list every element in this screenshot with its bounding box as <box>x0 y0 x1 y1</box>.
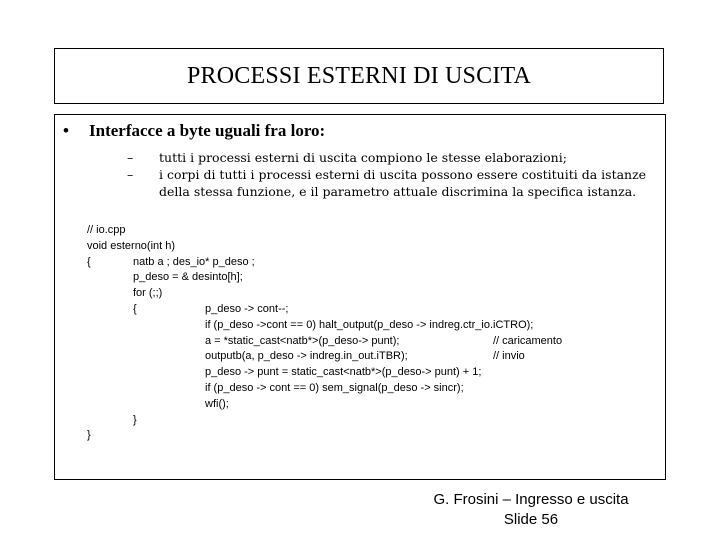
code-text: natb a ; des_io* p_deso ; <box>133 255 255 268</box>
code-line <box>87 302 647 318</box>
code-text: void esterno(int h) <box>87 239 176 252</box>
code-text: p_deso -> punt = static_cast<natb*>(p_deso-> punt) + 1; <box>205 366 482 379</box>
code-line <box>87 413 647 429</box>
code-line <box>87 365 647 381</box>
code-text: for (;;) <box>133 287 163 300</box>
code-text: if (p_deso ->cont == 0) halt_output(p_deso -> indreg.ctr_io.iCTRO); <box>205 318 534 331</box>
code-line <box>87 349 647 365</box>
bullet-text: Interfacce a byte uguali fra loro: <box>89 121 326 140</box>
code-brace: } <box>133 413 137 426</box>
code-brace: { <box>87 255 91 268</box>
slide-number: Slide 56 <box>503 511 559 528</box>
code-line <box>87 270 647 286</box>
code-line <box>87 223 647 239</box>
footer-course: G. Frosini – Ingresso e uscita <box>433 491 629 508</box>
code-text: // io.cpp <box>87 224 126 236</box>
sub-item-marker: – <box>127 150 134 165</box>
code-line <box>87 286 647 302</box>
code-text: if (p_deso -> cont == 0) sem_signal(p_deso -> sincr); <box>205 381 464 394</box>
code-block <box>87 223 647 444</box>
code-line <box>87 381 647 397</box>
sub-item-text: tutti i processi esterni di uscita compiono le stesse elaborazioni; <box>159 150 567 165</box>
code-line <box>87 255 647 271</box>
bullet-item <box>63 121 325 141</box>
code-line <box>87 318 647 334</box>
code-brace: } <box>87 429 91 442</box>
code-text: wfi(); <box>205 397 229 410</box>
sub-item-marker: – <box>127 167 134 182</box>
sub-item-text: i corpi di tutti i processi esterni di uscita possono essere costituiti da istanze della stessa funzione, e il parametro attuale discrimina la specifica istanza. <box>159 167 647 199</box>
code-comment: // caricamento <box>493 334 563 347</box>
title-box <box>54 48 664 104</box>
code-brace: { <box>133 302 137 315</box>
code-comment: // invio <box>493 350 525 363</box>
code-text: p_deso = & desinto[h]; <box>133 271 243 284</box>
code-line <box>87 239 647 255</box>
code-line <box>87 397 647 413</box>
code-text: p_deso -> cont--; <box>205 302 289 315</box>
slide-footer <box>420 490 642 530</box>
bullet-marker: • <box>63 121 69 140</box>
code-line <box>87 334 647 350</box>
code-line <box>87 428 647 444</box>
code-text: a = *static_cast<natb*>(p_deso-> punt); <box>205 334 400 347</box>
code-text: outputb(a, p_deso -> indreg.in_out.iTBR); <box>205 350 408 363</box>
content-box <box>54 114 666 480</box>
page-title: PROCESSI ESTERNI DI USCITA <box>187 62 531 89</box>
